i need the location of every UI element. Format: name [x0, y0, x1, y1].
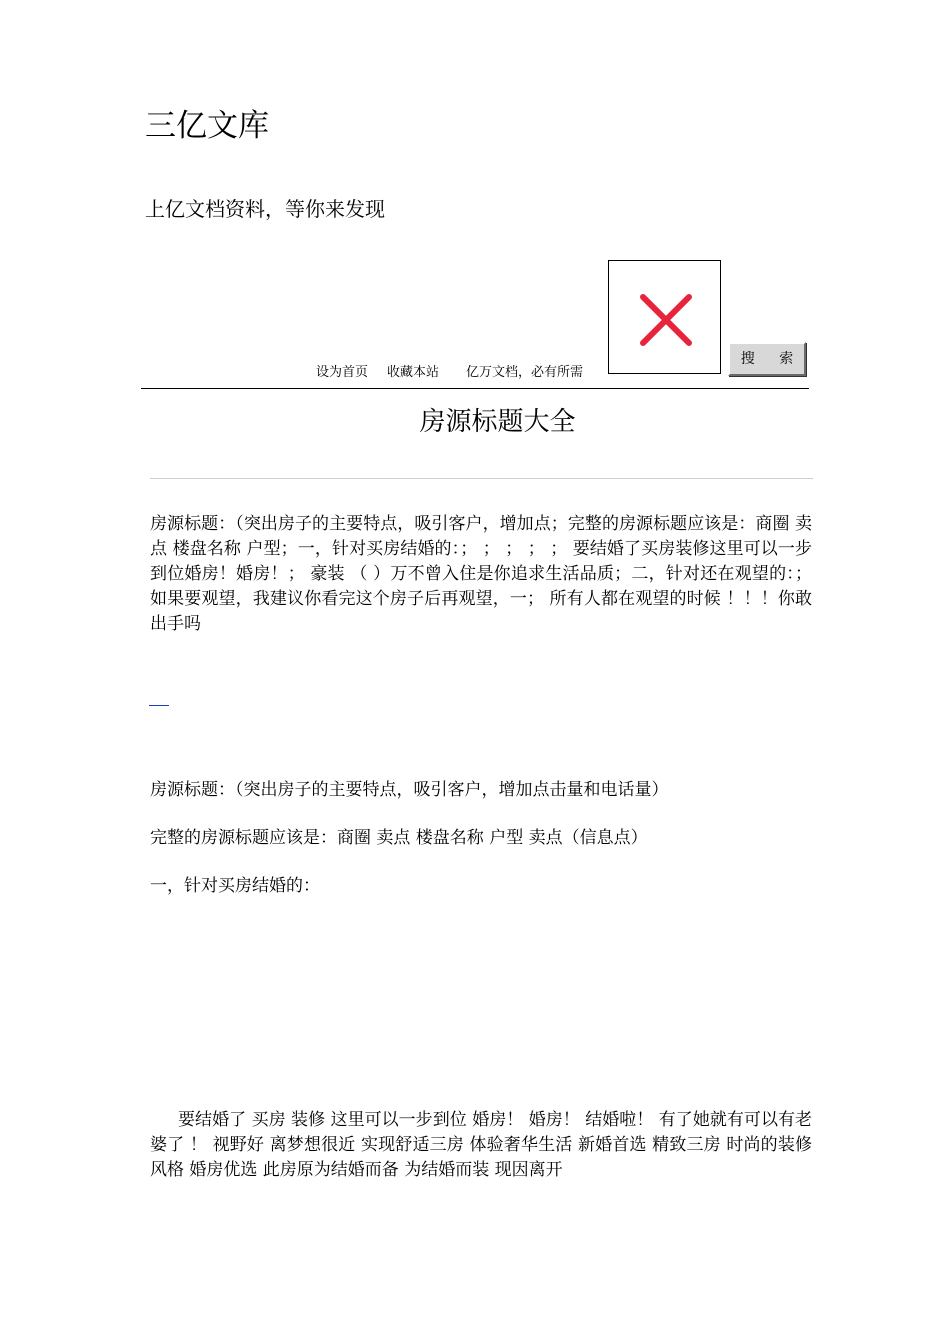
body-line-1: 房源标题：（突出房子的主要特点，吸引客户，增加点击量和电话量）: [150, 780, 669, 800]
site-title: 三亿文库: [145, 108, 269, 144]
body-line-2: 完整的房源标题应该是：商圈 卖点 楼盘名称 户型 卖点（信息点）: [150, 828, 648, 848]
document-title: 房源标题大全: [419, 407, 576, 437]
broken-image: [608, 260, 721, 374]
site-tagline: 上亿文档资料，等你来发现: [145, 197, 385, 221]
site-slogan: 亿万文档，必有所需: [466, 365, 584, 380]
search-button[interactable]: 搜 索: [728, 342, 806, 376]
header-divider: [141, 388, 809, 389]
body-paragraph: 要结婚了 买房 装修 这里可以一步到位 婚房！ 婚房！ 结婚啦！ 有了她就有可以有老婆了 ！ 视野好 离梦想很近 实现舒适三房 体验奢华生活 新婚首选 精致三房 时尚的装修风格 婚房优选 此房原为结婚而备 为结婚而装 现因离开: [150, 1110, 812, 1180]
set-homepage-link[interactable]: 设为首页: [316, 365, 369, 380]
close-icon: [609, 261, 720, 373]
document-summary: 房源标题：（突出房子的主要特点，吸引客户，增加点；完整的房源标题应该是：商圈 卖点 楼盘名称 户型；一，针对买房结婚的：； ； ； ； ； 要结婚了买房装修这里可以一步到位婚房！婚房！； 豪装 （ ）万不曾入住是你追求生活品质；二，针对还在观望的：； 如果要观望，我建议你看完这个房子后再观望，一； 所有人都在观望的时候 ！！！你敢出手吗: [150, 514, 812, 634]
body-line-3: 一，针对买房结婚的：: [150, 876, 320, 896]
bookmark-link[interactable]: 收藏本站: [387, 365, 440, 380]
more-link[interactable]: [149, 705, 169, 706]
title-divider: [150, 478, 813, 479]
